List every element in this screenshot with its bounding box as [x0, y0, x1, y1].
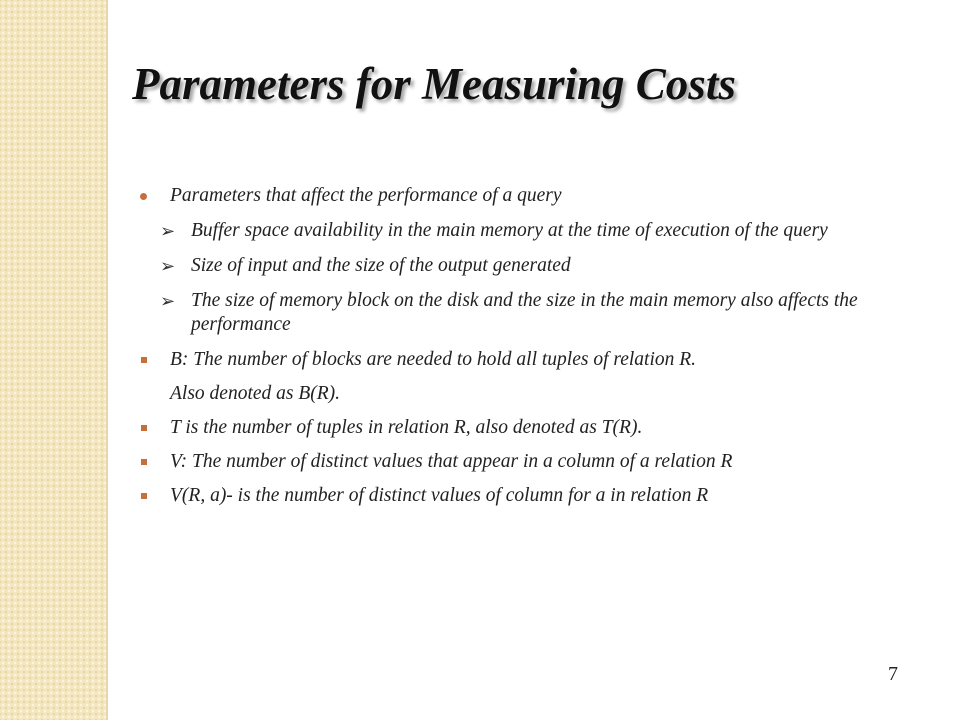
- square-bullet-icon: [141, 459, 147, 465]
- page-number: 7: [888, 663, 898, 685]
- b-definition-text: B: The number of blocks are needed to hold all tuples of relation R.: [170, 349, 697, 370]
- arrow-bullet-icon: ➢: [160, 256, 176, 276]
- arrow-bullet-icon: ➢: [160, 221, 176, 241]
- slide-content: [140, 184, 920, 518]
- side-strip-edge: [106, 0, 108, 720]
- main-bullet-text: Parameters that affect the performance of a query: [170, 185, 562, 206]
- sub-bullet-text: The size of memory block on the disk and the size in the main memory also affects the performance: [191, 290, 858, 335]
- square-bullet-item-v: [140, 450, 920, 474]
- sub-bullet-item: [160, 219, 920, 243]
- sub-bullet-item: [160, 254, 920, 278]
- sub-bullet-text: Size of input and the size of the output generated: [191, 255, 571, 276]
- square-bullet-icon: [141, 425, 147, 431]
- b-continuation: Also denoted as B(R).: [170, 383, 341, 404]
- vr-definition-text: V(R, a)- is the number of distinct values of column for a in relation R: [170, 485, 709, 506]
- v-definition-text: V: The number of distinct values that appear in a column of a relation R: [170, 451, 733, 472]
- round-bullet-icon: [140, 193, 147, 200]
- decorative-side-strip: [0, 0, 106, 720]
- sub-bullet-text: Buffer space availability in the main memory at the time of execution of the query: [191, 220, 828, 241]
- arrow-bullet-icon: ➢: [160, 291, 176, 311]
- t-definition-text: T is the number of tuples in relation R, also denoted as T(R).: [170, 417, 643, 438]
- main-bullet-item: [140, 184, 920, 208]
- square-bullet-item-b: [140, 348, 920, 372]
- square-bullet-icon: [141, 493, 147, 499]
- square-bullet-icon: [141, 357, 147, 363]
- square-bullet-item-vr: [140, 484, 920, 508]
- sub-bullet-item: [160, 289, 920, 337]
- square-bullet-item-t: [140, 416, 920, 440]
- slide-title: Parameters for Measuring Costs: [132, 59, 736, 109]
